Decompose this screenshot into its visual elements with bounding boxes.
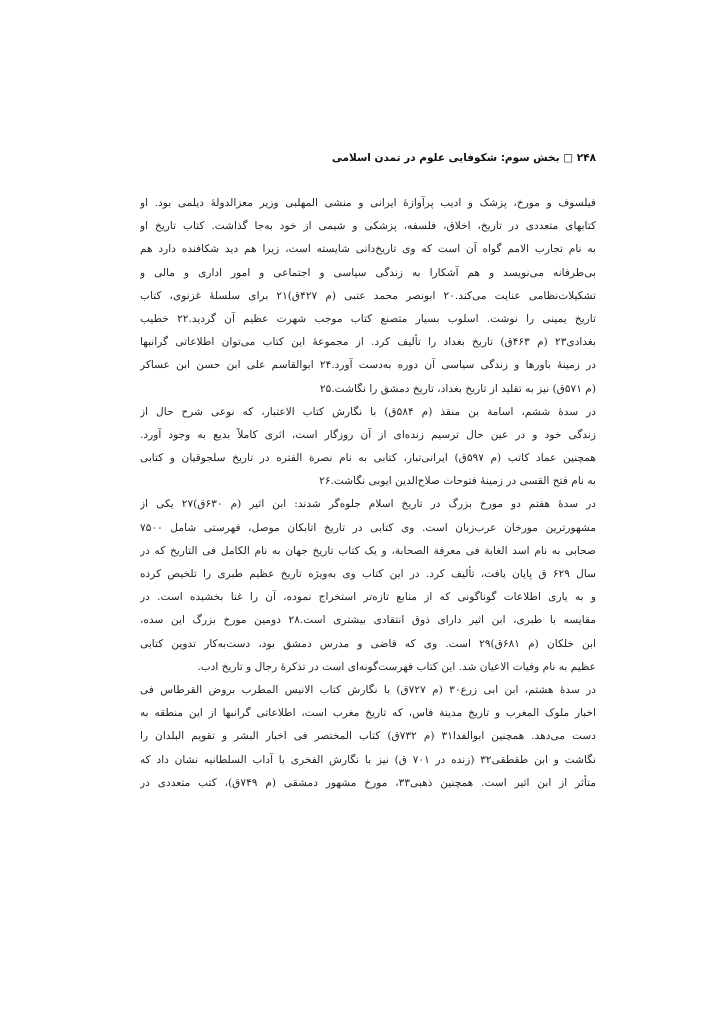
text-line: صحابی به نام اسد الغابة فی معرفة الصحابة، و یک کتاب تاریخ جهان به نام الکامل فی التاریخ که در (140, 544, 596, 557)
text-line: بغدادی۲۳ (م ۴۶۳ق) تاریخ بغداد را تألیف کرد. از مجموعهٔ این کتاب می‌توان اطلاعاتی گرانبها (140, 336, 596, 349)
text-line: دست می‌دهد. همچنین ابوالفدا۳۱ (م ۷۳۲ق) کتاب المختصر فی اخبار البشر و تقویم البلدان را (140, 730, 596, 743)
text-line: در سدهٔ ششم، اسامة بن منقذ (م ۵۸۴ق) با نگارش کتاب الاعتبار، که نوعی شرح حال از (140, 405, 596, 418)
text-line: ابن خلکان (م ۶۸۱ق)۲۹ است. وی که قاضی و مدرس دمشق بود، دست‌به‌کار تدوین کتابی (140, 637, 596, 650)
text-line: بی‌طرفانه می‌نویسد و هم آشکارا به زندگی سیاسی و اجتماعی و امور اداری و مالی و (140, 266, 596, 279)
text-line: مقایسه با طبری، ابن اثیر دارای ذوق انتقادی بیشتری است.۲۸ دومین مورخ بزرگ این سده، (140, 614, 596, 627)
text-line: در زمینهٔ باورها و زندگی سیاسی آن دوره به‌دست آورد.۲۴ ابوالقاسم علی ابن حسن ابن عساکر (140, 359, 596, 372)
text-line: سال ۶۲۹ ق پایان یافت، تألیف کرد. در این کتاب وی به‌ویژه تاریخ عظیم طبری را تلخیص کرده (140, 568, 596, 580)
text-line: در سدهٔ هفتم دو مورخ بزرگ در تاریخ اسلام جلوه‌گر شدند: ابن اثیر (م ۶۳۰ق)۲۷ یکی از (140, 498, 596, 511)
body-text (140, 192, 596, 795)
text-line: کتابهای متعددی در تاریخ، اخلاق، فلسفه، پزشکی و شیمی از خود به‌جا گذاشت. کتاب تاریخ او (140, 220, 596, 233)
text-line: مشهورترین مورخان عرب‌زبان است. وی کتابی در تاریخ اتابکان موصل، فهرستی شامل ۷۵۰۰ (140, 521, 596, 534)
text-line: عظیم به نام وفیات الاعیان شد. این کتاب فهرست‌گونه‌ای است در تذکرهٔ رجال و تاریخ ادب. (197, 660, 596, 673)
text-line: همچنین عماد کاتب (م ۵۹۷ق) ایرانی‌تبار، کتابی به نام نصرة الفتره در تاریخ سلجوقیان و کتابی (140, 452, 596, 465)
text-line: تشکیلات‌نظامی عنایت می‌کند.۲۰ ابونصر محمد عتبی (م ۴۲۷ق)۲۱ برای سلسلهٔ غزنوی، کتاب (140, 289, 596, 302)
text-line: به نام فتح القسی در زمینهٔ فتوحات صلاح‌الدین ایوبی نگاشت.۲۶ (319, 475, 596, 488)
text-line: (م ۵۷۱ق) نیز به تقلید از تاریخ بغداد، تاریخ دمشق را نگاشت.۲۵ (319, 382, 596, 395)
text-line: اخبار ملوک المغرب و تاریخ مدینة فاس، که تاریخ مغرب است، اطلاعاتی گرانبها از این منطقه به (140, 707, 596, 720)
text-line: زندگی خود و در عین حال ترسیم زنده‌ای از آن روزگار است، اثری کاملاً بدیع به وجود آورد. (140, 428, 596, 441)
text-line: فیلسوف و مورخ، پزشک و ادیب پرآوازهٔ ایرانی و منشی المهلبی وزیر معزالدولهٔ دیلمی بود. او (140, 197, 596, 209)
text-line: و به یاری اطلاعات گوناگونی که از منابع تازه‌تر استخراج نموده، آن را غنا بخشیده است. در (140, 591, 596, 604)
text-line: تاریخ یمینی را نوشت. اسلوب بسیار متصنع کتاب موجب شهرت عظیم آن گردید.۲۲ خطیب (140, 312, 596, 325)
page-content (140, 150, 596, 795)
running-header: ۲۴۸ □ بخش سوم: شکوفایی علوم در تمدن اسلامی (331, 152, 596, 164)
text-line: متأثر از ابن اثیر است. همچنین ذهبی۳۳، مورخ مشهور دمشقی (م ۷۴۹ق)، کتب متعددی در (140, 776, 596, 789)
text-line: در سدهٔ هشتم، ابن ابی زرع۳۰ (م ۷۲۷ق) با نگارش کتاب الانیس المطرب بروض القرطاس فی (140, 683, 596, 696)
text-line: نگاشت و ابن طقطقی۳۲ (زنده در ۷۰۱ ق) نیز با نگارش الفخری یا آداب السلطانیه نشان داد که (140, 753, 596, 766)
text-line: به نام تجارب الامم گواه آن است که وی تاریخ‌دانی شایسته است، زیرا هم دید شکافنده دارد هم (140, 243, 596, 256)
